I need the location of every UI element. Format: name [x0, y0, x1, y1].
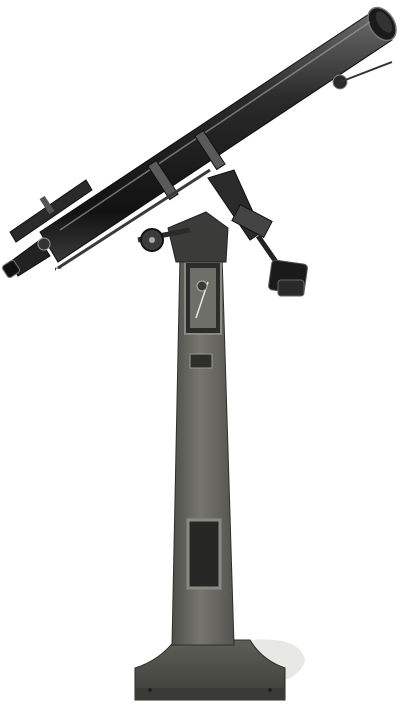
rack-knob: [38, 238, 50, 250]
counterweight-ring: [278, 280, 304, 296]
tube-highlight: [60, 22, 370, 230]
pedestal-nameplate: [190, 354, 212, 368]
wheel-hub: [149, 237, 155, 243]
pedestal-lower-door: [188, 520, 220, 588]
base-bolt: [268, 688, 272, 692]
base-bolt: [148, 688, 152, 692]
eyepiece-assembly: [1, 238, 50, 279]
rod-handle-mark: ⌐: [54, 264, 63, 275]
drive-wheel: [197, 281, 207, 291]
mount-head: [168, 212, 228, 262]
base-plate: [135, 688, 285, 700]
